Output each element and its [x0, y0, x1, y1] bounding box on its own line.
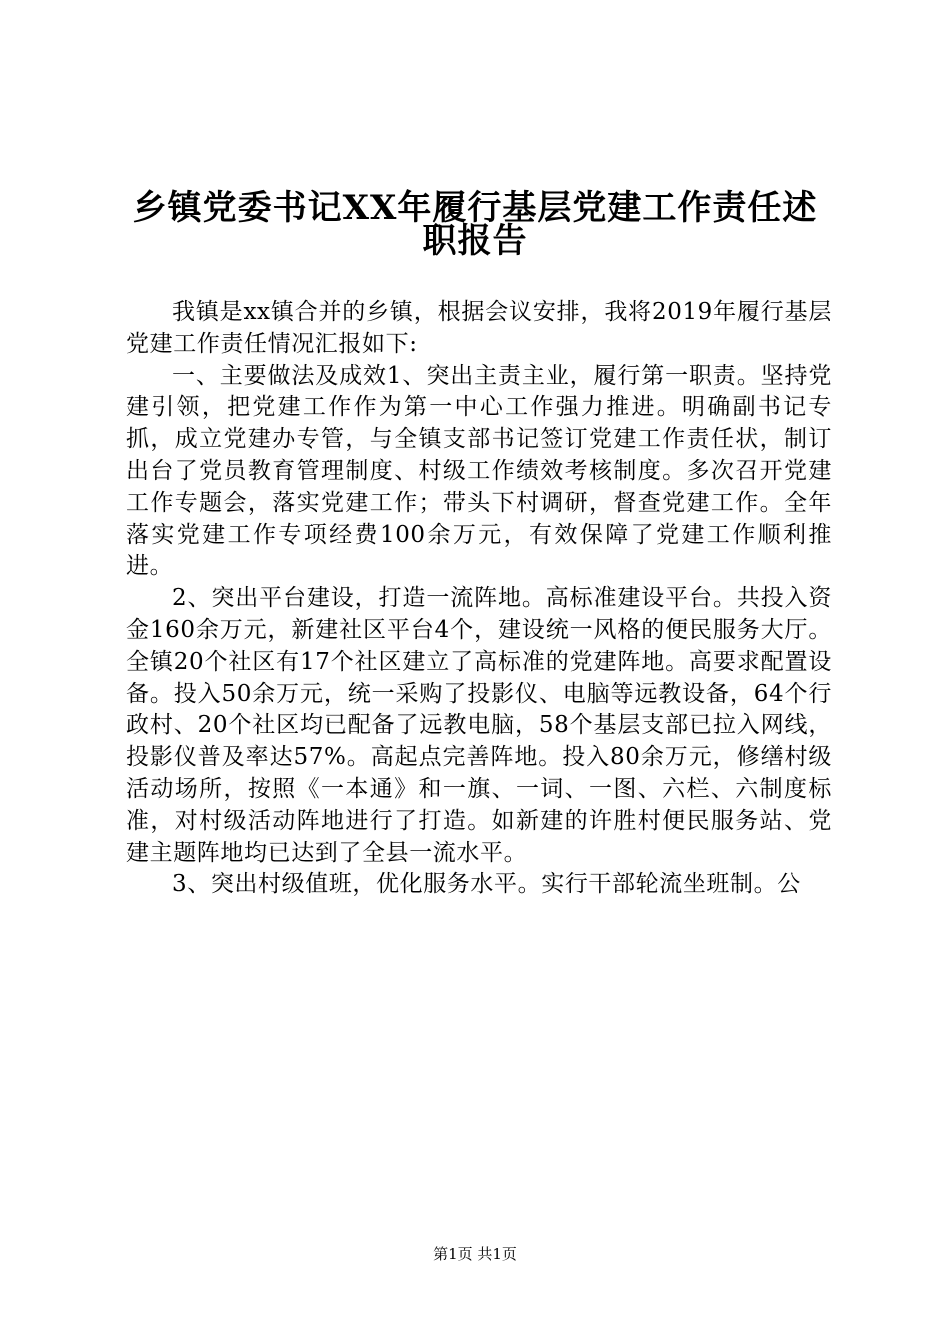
document-title-line-1: 乡镇党委书记XX年履行基层党建工作责任述 — [132, 188, 818, 228]
paragraph-section-2: 2、突出平台建设，打造一流阵地。高标准建设平台。共投入资金160余万元，新建社区平台4个，建设统一风格的便民服务大厅。全镇20个社区有17个社区建立了高标准的党建阵地。高要求配置设备。投入50余万元，统一采购了投影仪、电脑等远教设备，64个行政村、20个社区均已配备了远教电脑，58个基层支部已拉入网线，投影仪普及率达57%。高起点完善阵地。投入80余万元，修缮村级活动场所，按照《一本通》和一旗、一词、一图、六栏、六制度标准，对村级活动阵地进行了打造。如新建的许胜村便民服务站、党建主题阵地均已达到了全县一流水平。 — [126, 585, 832, 866]
page-number-footer: 第1页 共1页 — [433, 1245, 517, 1263]
paragraph-intro: 我镇是xx镇合并的乡镇，根据会议安排，我将2019年履行基层党建工作责任情况汇报如下: — [126, 299, 832, 357]
document-body — [126, 297, 832, 901]
document-title-line-2: 职报告 — [422, 221, 528, 261]
paragraph-section-1: 一、主要做法及成效1、突出主责主业，履行第一职责。坚持党建引领，把党建工作作为第一中心工作强力推进。明确副书记专抓，成立党建办专管，与全镇支部书记签订党建工作责任状，制订出台了党员教育管理制度、村级工作绩效考核制度。多次召开党建工作专题会，落实党建工作；带头下村调研，督查党建工作。全年落实党建工作专项经费100余万元，有效保障了党建工作顺利推进。 — [126, 362, 832, 580]
paragraph-section-3: 3、突出村级值班，优化服务水平。实行干部轮流坐班制。公 — [172, 871, 801, 898]
